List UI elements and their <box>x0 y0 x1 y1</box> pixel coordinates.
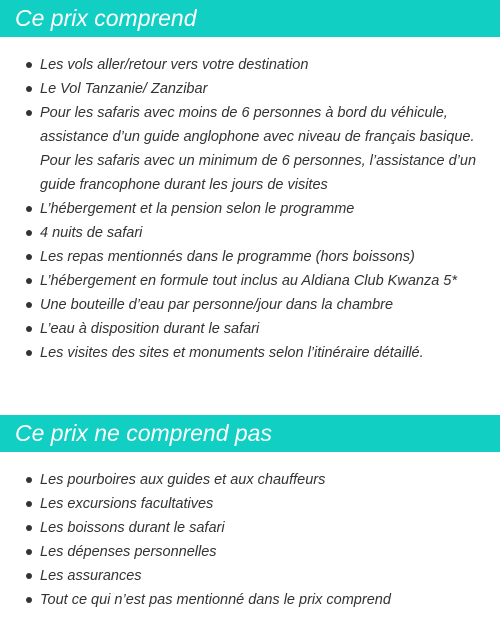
excluded-section-title: Ce prix ne comprend pas <box>15 420 272 446</box>
included-item <box>0 221 500 245</box>
included-item <box>0 101 500 197</box>
bullet-icon <box>26 110 32 116</box>
bullet-icon <box>26 597 32 603</box>
included-item-text: Les vols aller/retour vers votre destination <box>40 57 309 73</box>
included-item <box>0 341 500 365</box>
excluded-item <box>0 468 500 492</box>
included-item <box>0 77 500 101</box>
bullet-icon <box>26 501 32 507</box>
included-item <box>0 53 500 77</box>
included-item <box>0 293 500 317</box>
excluded-section-header <box>0 415 500 452</box>
included-section-header <box>0 0 500 37</box>
included-item-text: Le Vol Tanzanie/ Zanzibar <box>40 81 208 97</box>
bullet-icon <box>26 573 32 579</box>
included-item-text: Les visites des sites et monuments selon l’itinéraire détaillé. <box>40 345 424 361</box>
included-item-text: Une bouteille d’eau par personne/jour dans la chambre <box>40 297 394 313</box>
included-item <box>0 317 500 341</box>
included-item <box>0 197 500 221</box>
excluded-item <box>0 492 500 516</box>
included-item-text: 4 nuits de safari <box>40 225 143 241</box>
excluded-item-text: Les dépenses personnelles <box>40 544 217 560</box>
bullet-icon <box>26 326 32 332</box>
excluded-item <box>0 540 500 564</box>
excluded-list <box>0 468 500 612</box>
bullet-icon <box>26 525 32 531</box>
bullet-icon <box>26 350 32 356</box>
included-item-text: Les repas mentionnés dans le programme (hors boissons) <box>40 249 415 265</box>
excluded-item <box>0 564 500 588</box>
bullet-icon <box>26 278 32 284</box>
bullet-icon <box>26 206 32 212</box>
included-section-title: Ce prix comprend <box>15 5 197 31</box>
excluded-item-text: Les excursions facultatives <box>40 496 214 512</box>
excluded-item <box>0 588 500 612</box>
included-item-text: Pour les safaris avec moins de 6 personnes à bord du véhicule, assistance d’un guide anglophone avec niveau de français basique. Pour les safaris avec un minimum de 6 personnes, l’assistance d’un guide francophone durant les jours de visites <box>40 105 477 193</box>
bullet-icon <box>26 549 32 555</box>
bullet-icon <box>26 62 32 68</box>
bullet-icon <box>26 86 32 92</box>
excluded-item <box>0 516 500 540</box>
included-item-text: L’hébergement et la pension selon le programme <box>40 201 355 217</box>
bullet-icon <box>26 302 32 308</box>
included-item-text: L’hébergement en formule tout inclus au Aldiana Club Kwanza 5* <box>40 273 458 289</box>
excluded-item-text: Les pourboires aux guides et aux chauffeurs <box>40 472 326 488</box>
bullet-icon <box>26 477 32 483</box>
bullet-icon <box>26 230 32 236</box>
included-list <box>0 53 500 365</box>
included-item-text: L’eau à disposition durant le safari <box>40 321 260 337</box>
bullet-icon <box>26 254 32 260</box>
included-item <box>0 269 500 293</box>
excluded-item-text: Les boissons durant le safari <box>40 520 225 536</box>
excluded-item-text: Tout ce qui n’est pas mentionné dans le prix comprend <box>40 592 391 608</box>
excluded-item-text: Les assurances <box>40 568 142 584</box>
included-item <box>0 245 500 269</box>
